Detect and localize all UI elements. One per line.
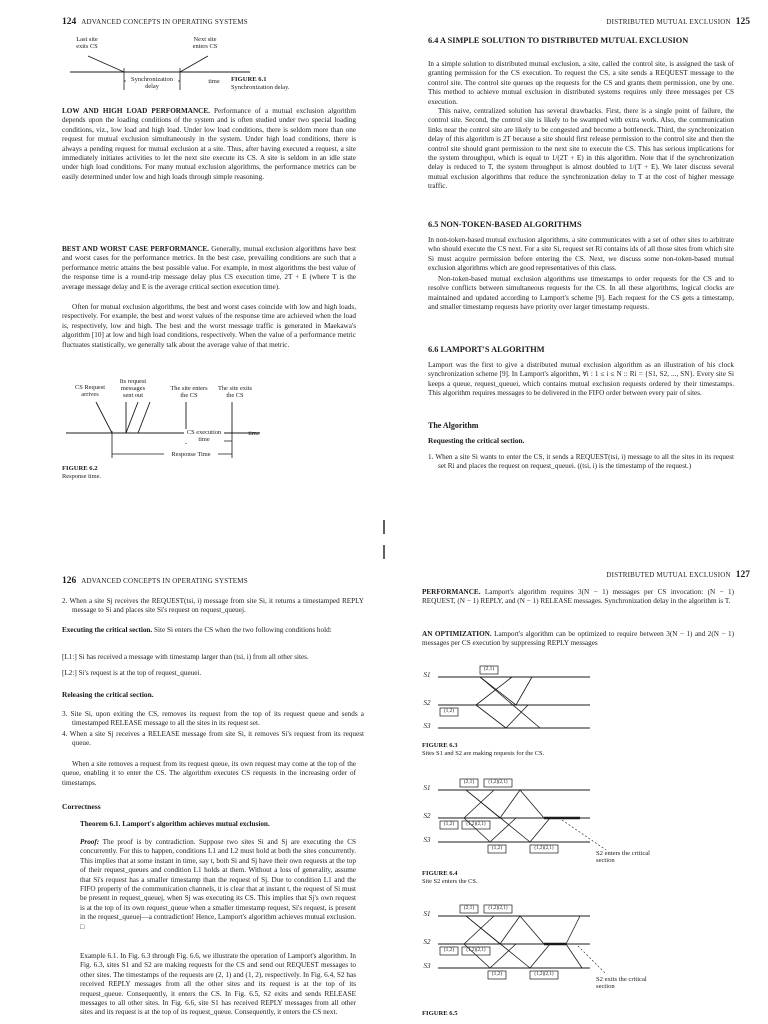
fig64-s3: S3 [423, 836, 431, 844]
requesting-cs-heading: Requesting the critical section. [428, 436, 525, 445]
condition-l1: [L1:] Si has received a message with timestamp larger than (tsi, i) from all other sites. [62, 653, 309, 661]
running-title-124: ADVANCED CONCEPTS IN OPERATING SYSTEMS [81, 18, 248, 26]
fig63-diagram [420, 658, 750, 748]
section-6-4-paragraph-2: This naive, centralized solution has several drawbacks. First, there is a single point of failure, the control site. Second, the control site is likely to be swamped with extra work. Also, the communication links near the control site are likely to be congested and become a bottleneck. Third, the synchronization delay of this algorithm is 2T because a site should first release permission to the control site and then the control site should grant permission to the next site to execute the CS. This has serious implications for the system throughput, which is equal to 1/(2T + E) in this algorithm. Note that if the synchronization delay is reduced to T, the system throughput is almost doubled to 1/(T + E). We later discuss several mutual exclusion algorithms that reduce the synchronization delay to T at the cost of higher message traffic. [428, 107, 734, 191]
correctness-heading: Correctness [62, 802, 101, 811]
fig64-enter-note: S2 enters the critical section [596, 850, 651, 864]
fig64 [420, 770, 750, 865]
proof-text: The proof is by contradiction. Suppose two sites Si and Sj are executing the CS concurrently. For this to happen, conditions L1 and L2 must hold at both the sites concurrently. This implies that at some instant in time, say t, both Si and Sj have their own requests at the top of their request_queues and condition L1 holds at them. Without a loss of generality, assume that Si's request has a smaller timestamp than the request of Sj. Due to condition L1 and the FIFO property of the communication channels, it is clear that at instant t, the request of Si must be present in request_queuej, when Sj was executing its CS. This implies that Sj's own request is at the top of its own request_queue when a smaller timestamp request, Si's request, is present in the request_queuej—a contradiction! Hence, Lamport's algorithm achieves mutual exclusion. □ [80, 838, 356, 931]
running-head-125 [606, 17, 750, 27]
page-divider-mark [382, 520, 386, 536]
theorem-6-1: Theorem 6.1. Lamport's algorithm achieves mutual exclusion. [80, 820, 270, 828]
fig63 [420, 658, 750, 748]
section-6-6-paragraph-1: Lamport was the first to give a distributed mutual exclusion algorithm as an illustration of his clock synchronization scheme [9]. In Lamport's algorithm, ∀i : 1 ≤ i ≤ N :: Ri = {S1, S2, ..., SN}. Every site Si keeps a queue, request_queuei, which contains mutual exclusion requests ordered by their timestamps. This algorithm requires messages to be delivered in the FIFO order between every pair of sites. [428, 361, 734, 398]
fig64-q1221-s2: (1,2)(2,1) [466, 822, 486, 827]
fig62-cs-request-label: CS Request arrives [74, 384, 105, 398]
fig65-exit-note: S2 exits the critical section [596, 976, 647, 990]
low-high-heading: LOW AND HIGH LOAD PERFORMANCE. [62, 107, 210, 115]
fig65-q12-s3: (1,2) [491, 971, 503, 977]
fig64-s2: S2 [423, 812, 431, 820]
running-head-127 [606, 570, 750, 580]
fig64-s1: S1 [423, 784, 431, 792]
algorithm-step-3: 3. Site Si, upon exiting the CS, removes its request from the top of its request queue and sends a timestamped RELEASE message to all the sites in its request set. [62, 710, 364, 728]
best-worst-heading: BEST AND WORST CASE PERFORMANCE. [62, 245, 209, 253]
fig64-q12-s3: (1,2) [491, 845, 503, 851]
fig61-last-site-label: Last site exits CS [76, 36, 98, 50]
algorithm-step-2: 2. When a site Sj receives the REQUEST(tsi, i) message from site Si, it returns a timestamped REPLY message to Si and places site Si's request on request_queuej. [62, 597, 364, 615]
fig63-caption [422, 742, 682, 758]
fig64-q21: (2,1) [463, 779, 475, 785]
optimization-heading: AN OPTIMIZATION. [422, 630, 492, 638]
optimization-paragraph [422, 630, 734, 649]
fig62-caption-label: FIGURE 6.2 [62, 465, 98, 472]
low-high-text: Performance of a mutual exclusion algorithm depends upon the loading conditions of the system and is often studied under two special loading conditions, viz., low load and high load. Under low load conditions, there is seldom more than one request for mutual exclusion simultaneously in the system. Under high load conditions, there is always a pending request for mutual exclusion at a site. Thus, after having executed a request, a site immediately initiates activities to let the next site execute its CS. A site is seldom in an idle state under high load conditions. For many mutual exclusion algorithms, the performance metrics can be easily determined under low and high loads through simple reasoning. [62, 107, 356, 181]
fig64-caption-label: FIGURE 6.4 [422, 870, 458, 877]
fig63-q21: (2,1) [483, 666, 495, 672]
fig64-q1221-s1: (1,2)(2,1) [488, 780, 508, 785]
fig61-time-label: time [208, 78, 220, 85]
fig65-caption [422, 1010, 682, 1018]
fig65 [420, 894, 750, 1004]
optimization-text: Lamport's algorithm can be optimized to require between 3(N − 1) and 2(N − 1) messages per CS execution by suppressing REPLY messages [422, 630, 735, 648]
fig65-s1: S1 [423, 910, 431, 918]
fig63-s1: S1 [423, 671, 431, 679]
fig61-next-site-label: Next site enters CS [192, 36, 218, 50]
condition-l2: [L2:] Si's request is at the top of request_queuei. [62, 669, 202, 677]
fig63-s2: S2 [423, 699, 431, 707]
fig64-caption [422, 870, 682, 886]
fig61-diagram [60, 50, 260, 100]
proof-paragraph [80, 838, 356, 932]
fig61-caption [231, 76, 321, 92]
section-6-6-heading: 6.6 LAMPORT'S ALGORITHM [428, 345, 545, 354]
algorithm-step-4: 4. When a site Sj receives a RELEASE message from site Si, it removes Si's request from its request queue. [62, 730, 364, 748]
example-6-1: Example 6.1. In Fig. 6.3 through Fig. 6.6, we illustrate the operation of Lamport's algorithm. In Fig. 6.3, sites S1 and S2 are making requests for the CS and send out REQUEST messages to other sites. The timestamps of the requests are (2, 1) and (1, 2), respectively. In Fig. 6.4, S2 has received REPLY messages from all the other sites and its request is at the top of its request_queue. Consequently, it enters the CS. In Fig. 6.5, S2 exits and sends RELEASE messages to all other sites. In Fig. 6.6, site S1 has received REPLY messages from all other sites and its request is at the top of its request_queue. Consequently, it enters the CS next. [80, 952, 356, 1017]
page-127 [384, 560, 768, 1024]
fig62-its-request-label: Its request messages sent out [119, 378, 147, 399]
fig61-caption-text: Synchronization delay. [231, 83, 290, 91]
section-6-4-paragraph-1: In a simple solution to distributed mutual exclusion, a site, called the control site, is assigned the task of granting permission for the CS execution. To request the CS, a site sends a REQUEST message to the control site. The control site queues up the requests for the CS and grants them permission, one by one. This method to achieve mutual exclusion in distributed systems requires only three messages per CS execution. [428, 60, 734, 106]
page-126 [0, 560, 384, 1024]
fig63-caption-label: FIGURE 6.3 [422, 742, 458, 749]
fig63-caption-text: Sites S1 and S2 are making requests for the CS. [422, 749, 545, 757]
best-worst-text: Generally, mutual exclusion algorithms have best and worst cases for the performance metrics. In the best case, prevailing conditions are such that a performance metric attains the best possible value. For example, in most algorithms the best value of the response time is a round-trip message delay plus CS execution time, 2T + E (where T is the average message delay and E is the average critical section execution time). [62, 245, 356, 291]
running-head-124 [62, 17, 248, 27]
fig62-response-label: Response Time [164, 451, 218, 458]
fig61-caption-label: FIGURE 6.1 [231, 76, 267, 83]
fig62-cs-exec-label: CS execution time [184, 429, 224, 443]
performance-paragraph [422, 588, 734, 607]
algorithm-heading: The Algorithm [428, 421, 479, 430]
best-worst-paragraph [62, 245, 356, 292]
fig65-s3: S3 [423, 962, 431, 970]
page-125 [384, 0, 768, 540]
fig62-caption-text: Response time. [62, 472, 102, 480]
section-6-5-paragraph-1: In non-token-based mutual exclusion algorithms, a site communicates with a set of other sites to arbitrate who should execute the CS next. For a site Si, request set Ri contains ids of all those sites from which site Si must acquire permission before entering the CS. Next, we discuss some non-token-based mutual exclusion algorithms which are good representatives of this class. [428, 236, 734, 273]
running-title-125: DISTRIBUTED MUTUAL EXCLUSION [606, 18, 731, 26]
release-paragraph: When a site removes a request from its request queue, its own request may come at the top of the queue, enabling it to enter the CS. The algorithm executes CS requests in the increasing order of timestamps. [62, 760, 356, 787]
executing-cs-text: Site Si enters the CS when the two following conditions hold: [154, 626, 332, 634]
fig65-q1221-s3: (1,2)(2,1) [534, 972, 554, 977]
page-124 [0, 0, 384, 540]
section-6-4-heading: 6.4 A SIMPLE SOLUTION TO DISTRIBUTED MUTUAL EXCLUSION [428, 36, 689, 45]
fig65-s2: S2 [423, 938, 431, 946]
page-number-124: 124 [62, 17, 77, 27]
performance-text: Lamport's algorithm requires 3(N − 1) messages per CS invocation: (N − 1) REQUEST, (N − 1) REPLY, and (N − 1) RELEASE messages. Synchronization delay in the algorithm is T. [422, 588, 734, 606]
fig64-q12: (1,2) [443, 821, 455, 827]
executing-cs-paragraph [62, 626, 356, 635]
running-title-127: DISTRIBUTED MUTUAL EXCLUSION [606, 571, 731, 579]
section-6-5-heading: 6.5 NON-TOKEN-BASED ALGORITHMS [428, 220, 582, 229]
fig65-q1221-s1: (1,2)(2,1) [488, 906, 508, 911]
fig64-q1221-s3: (1,2)(2,1) [534, 846, 554, 851]
fig62-site-enters-label: The site enters the CS [170, 385, 208, 399]
section-6-5-paragraph-2: Non-token-based mutual exclusion algorithms use timestamps to order requests for the CS and to resolve conflicts between simultaneous requests for the CS. In all these algorithms, logical clocks are maintained and updated according to Lamport's scheme [9]. Each request for the CS gets a timestamp, and smaller timestamp requests have priority over larger timestamp requests. [428, 275, 734, 312]
proof-label: Proof: [80, 838, 100, 846]
fig65-caption-label: FIGURE 6.5 [422, 1010, 458, 1017]
fig62-site-exits-label: The site exits the CS [217, 385, 253, 399]
running-head-126 [62, 576, 248, 586]
page-number-126: 126 [62, 576, 77, 586]
fig62-caption [62, 465, 152, 481]
fig61-sync-delay-label: Synchronization delay [126, 76, 178, 90]
fig64-caption-text: Site S2 enters the CS. [422, 877, 478, 885]
performance-heading: PERFORMANCE. [422, 588, 481, 596]
fig63-q12: (1,2) [443, 708, 455, 714]
low-high-paragraph [62, 107, 356, 182]
fig63-s3: S3 [423, 722, 431, 730]
releasing-cs-heading: Releasing the critical section. [62, 690, 154, 699]
fig65-q1221-s2: (1,2)(2,1) [466, 948, 486, 953]
fig65-q21: (2,1) [463, 905, 475, 911]
page-divider-mark-2 [382, 545, 386, 561]
algorithm-step-1: 1. When a site Si wants to enter the CS, it sends a REQUEST(tsi, i) message to all the sites in its request set Ri and places the request on request_queuei. ((tsi, i) is the timestamp of the request.) [428, 453, 734, 471]
executing-cs-heading: Executing the critical section. [62, 626, 153, 634]
best-worst-paragraph-2: Often for mutual exclusion algorithms, the best and worst cases coincide with low and high loads, respectively. For example, the best and worst values of the response time are achieved when the load is, respectively, low and high. The best and the worst message traffic is generated in Maekawa's algorithm [10] at low and high load conditions, respectively. When the value of a performance metric fluctuates statistically, we generally talk about the average value of that metric. [62, 303, 356, 349]
page-number-125: 125 [735, 17, 750, 27]
page-number-127: 127 [735, 570, 750, 580]
running-title-126: ADVANCED CONCEPTS IN OPERATING SYSTEMS [81, 577, 248, 585]
fig65-q12: (1,2) [443, 947, 455, 953]
fig62-time-label: time [248, 430, 260, 437]
